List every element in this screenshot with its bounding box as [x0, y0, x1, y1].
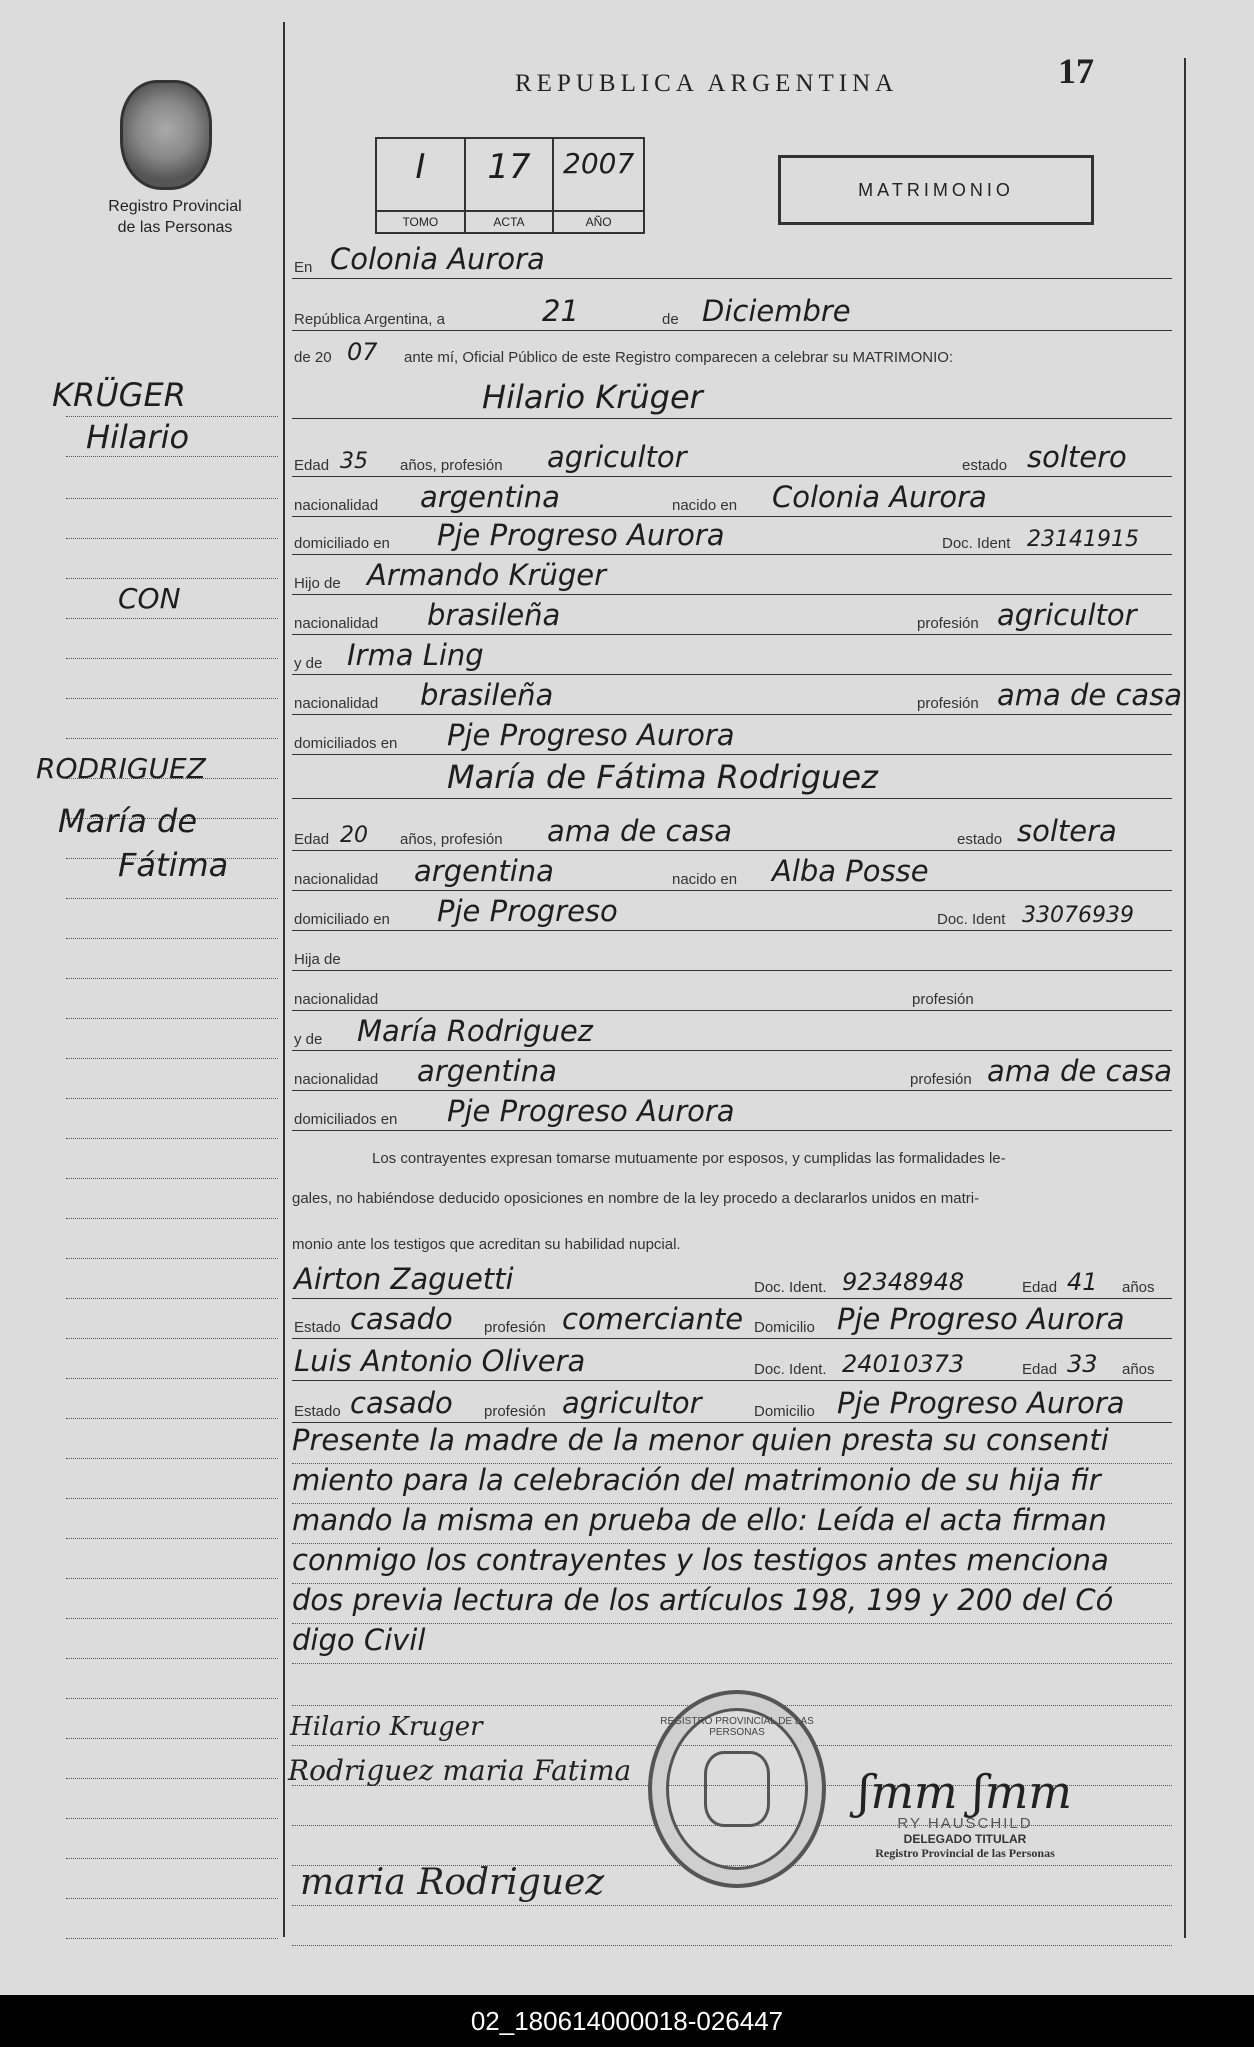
left-margin-rule [283, 22, 285, 1937]
witness-1-doc: 92348948 [842, 1268, 965, 1296]
groom-birthplace: Colonia Aurora [772, 480, 987, 514]
domicilio-label: Domicilio [754, 1319, 815, 1336]
signature-line [292, 1905, 1172, 1946]
official-signature-mark-icon: ʃmm ʃmm [857, 1765, 1073, 1819]
nacido-en-label: nacido en [672, 871, 738, 888]
profesion-label: profesión [917, 615, 979, 632]
mother-signature: maria Rodriguez [300, 1862, 605, 1903]
margin-line [66, 1540, 278, 1579]
witness-2-profession: agricultor [562, 1386, 702, 1420]
bride-mother-nat-line [292, 1052, 1172, 1091]
margin-bride-name-1: María de [58, 802, 198, 840]
bride-profession: ama de casa [547, 814, 733, 848]
groom-parents-address-line [292, 716, 1172, 755]
republica-label: República Argentina, a [294, 311, 445, 328]
groom-marital-status: soltero [1027, 440, 1127, 474]
stamp-emblem-icon [704, 1751, 770, 1827]
margin-line [66, 1700, 278, 1739]
doc-label: Doc. Ident [942, 535, 1011, 552]
margin-line [66, 620, 278, 659]
doc-label: Doc. Ident [937, 911, 1006, 928]
observation-line: digo Civil [292, 1623, 1172, 1664]
acta-cell [466, 139, 555, 232]
tomo-cell [377, 139, 466, 232]
witness-2-doc: 24010373 [842, 1350, 965, 1378]
profesion-label: profesión [484, 1403, 546, 1420]
groom-age: 35 [340, 449, 368, 474]
profesion-label: profesión [484, 1319, 546, 1336]
margin-line [66, 1060, 278, 1099]
bride-age-line [292, 812, 1172, 851]
margin-line [66, 1100, 278, 1139]
groom-father-profession: agricultor [997, 598, 1137, 632]
document-code: 02_180614000018-026447 [0, 1995, 1254, 2047]
groom-age-line [292, 438, 1172, 477]
margin-line [66, 1260, 278, 1299]
record-id-box [375, 137, 645, 234]
anios-label: años [1122, 1361, 1155, 1378]
edad-label: Edad [294, 831, 330, 848]
margin-line [66, 1180, 278, 1219]
witness-2-age: 33 [1067, 1350, 1098, 1378]
right-margin-rule [1184, 58, 1186, 1938]
bride-marital-status: soltera [1017, 814, 1117, 848]
witness-1-profession: comerciante [562, 1302, 744, 1336]
en-label: En [294, 259, 313, 276]
official-signature-block [840, 1765, 1090, 1861]
groom-name-line [292, 380, 1172, 419]
nacionalidad-label: nacionalidad [294, 615, 379, 632]
groom-mother: Irma Ling [347, 638, 484, 672]
edad-label: Edad [1022, 1361, 1058, 1378]
acta-value: 17 [487, 147, 531, 187]
margin-line [66, 500, 278, 539]
margin-line [66, 540, 278, 579]
estado-label: estado [962, 457, 1008, 474]
province-seal-icon [120, 80, 212, 190]
margin-line [66, 460, 278, 499]
margin-line [66, 1900, 278, 1939]
domicilio-label: Domicilio [754, 1403, 815, 1420]
witness-2-line [292, 1342, 1172, 1381]
bride-parents-address-line [292, 1092, 1172, 1131]
groom-father-line [292, 556, 1172, 595]
bride-mother-nationality: argentina [417, 1054, 557, 1088]
intro-text: ante mí, Oficial Público de este Registro comparecen a celebrar su MATRIMONIO: [404, 349, 954, 366]
formal-text-3: monio ante los testigos que acreditan su habilidad nupcial. [292, 1236, 681, 1253]
witness-1-status: casado [350, 1302, 453, 1336]
page-title: REPUBLICA ARGENTINA [515, 70, 899, 97]
margin-line [66, 1820, 278, 1859]
date-line [292, 292, 1172, 331]
groom-doc: 23141915 [1027, 527, 1139, 552]
profesion-label: años, profesión [400, 831, 503, 848]
bride-address-line [292, 892, 1172, 931]
official-stamp [648, 1690, 826, 1888]
registro-label-line1: Registro Provincial [108, 198, 242, 215]
observation-line: dos previa lectura de los artículos 198, 199 y 200 del Có [292, 1583, 1172, 1624]
observation-line: Presente la madre de la menor quien presta su consenti [292, 1423, 1172, 1464]
margin-line [66, 1420, 278, 1459]
margin-con: CON [118, 582, 181, 615]
groom-address: Pje Progreso Aurora [437, 518, 725, 552]
anio-cell [554, 139, 643, 232]
official-name: RY HAUSCHILD [897, 1815, 1033, 1832]
bride-mother-line [292, 1012, 1172, 1051]
groom-nationality: argentina [420, 480, 560, 514]
bride-name-line [292, 760, 1172, 799]
margin-line [66, 1020, 278, 1059]
observation-line: conmigo los contrayentes y los testigos antes menciona [292, 1543, 1172, 1584]
year-value: 07 [347, 338, 378, 366]
record-type-box: MATRIMONIO [778, 155, 1094, 225]
estado-label: estado [957, 831, 1003, 848]
bride-mother: María Rodriguez [357, 1014, 593, 1048]
domiciliado-label: domiciliado en [294, 535, 390, 552]
witness-2-address: Pje Progreso Aurora [837, 1386, 1125, 1420]
doc-label: Doc. Ident. [754, 1361, 827, 1378]
anio-value: 2007 [563, 147, 635, 180]
margin-line [66, 940, 278, 979]
bride-nationality-line [292, 852, 1172, 891]
groom-father: Armando Krüger [367, 558, 607, 592]
margin-line [66, 1460, 278, 1499]
observation-line: mando la misma en prueba de ello: Leída el acta firman [292, 1503, 1172, 1544]
margin-line [66, 980, 278, 1019]
edad-label: Edad [1022, 1279, 1058, 1296]
profesion-label: profesión [917, 695, 979, 712]
stamp-text: REGISTRO PROVINCIAL DE LAS PERSONAS [660, 1716, 814, 1738]
bride-father-line [292, 932, 1172, 971]
bride-age: 20 [340, 823, 368, 848]
margin-line [66, 1780, 278, 1819]
bride-birthplace: Alba Posse [772, 854, 929, 888]
groom-signature: Hilario Kruger [290, 1712, 483, 1742]
profesion-label: profesión [912, 991, 974, 1008]
domiciliados-label: domiciliados en [294, 1111, 398, 1128]
nacido-en-label: nacido en [672, 497, 738, 514]
page-number: 17 [1058, 51, 1094, 91]
bride-doc: 33076939 [1022, 903, 1134, 928]
estado-label: Estado [294, 1319, 341, 1336]
de-label: de [662, 311, 679, 328]
domiciliados-label: domiciliados en [294, 735, 398, 752]
witness-1-line [292, 1260, 1172, 1299]
year-prefix: de 20 [294, 349, 332, 366]
witness-1-age: 41 [1067, 1268, 1098, 1296]
bride-mother-profession: ama de casa [987, 1054, 1173, 1088]
nacionalidad-label: nacionalidad [294, 497, 379, 514]
margin-groom-surname: KRÜGER [52, 376, 186, 414]
doc-label: Doc. Ident. [754, 1279, 827, 1296]
groom-mother-nationality: brasileña [420, 678, 554, 712]
groom-father-nat-line [292, 596, 1172, 635]
margin-line [66, 1300, 278, 1339]
margin-line [66, 900, 278, 939]
place-line [292, 240, 1172, 279]
margin-line [66, 1740, 278, 1779]
margin-line [66, 1620, 278, 1659]
y-de-label: y de [294, 655, 323, 672]
margin-line [66, 1140, 278, 1179]
margin-line [66, 1220, 278, 1259]
witness-2-status: casado [350, 1386, 453, 1420]
groom-parents-address: Pje Progreso Aurora [447, 718, 735, 752]
official-role: DELEGADO TITULAR [903, 1832, 1027, 1846]
margin-line [66, 660, 278, 699]
margin-line [66, 1580, 278, 1619]
margin-bride-surname: RODRIGUEZ [36, 752, 206, 785]
tomo-value: I [415, 147, 426, 187]
registro-label [80, 196, 270, 238]
groom-name: Hilario Krüger [482, 378, 703, 416]
margin-line [66, 1380, 278, 1419]
nacionalidad-label: nacionalidad [294, 695, 379, 712]
groom-address-line [292, 516, 1172, 555]
witness-2-detail-line [292, 1384, 1172, 1423]
hija-de-label: Hija de [294, 951, 341, 968]
hijo-de-label: Hijo de [294, 575, 341, 592]
witness-1-address: Pje Progreso Aurora [837, 1302, 1125, 1336]
month-value: Diciembre [702, 294, 851, 328]
margin-line [66, 1500, 278, 1539]
margin-line [66, 1340, 278, 1379]
margin-line [66, 1660, 278, 1699]
bride-name: María de Fátima Rodriguez [447, 758, 878, 796]
formal-text-2: gales, no habiéndose deducido oposiciones en nombre de la ley procedo a declararlos unidos en matri- [292, 1190, 980, 1207]
witness-2-name: Luis Antonio Olivera [294, 1344, 586, 1378]
margin-bride-name-2: Fátima [118, 846, 229, 884]
bride-parents-address: Pje Progreso Aurora [447, 1094, 735, 1128]
tomo-label: TOMO [377, 210, 464, 232]
profesion-label: años, profesión [400, 457, 503, 474]
estado-label: Estado [294, 1403, 341, 1420]
bride-nationality: argentina [414, 854, 554, 888]
groom-mother-profession: ama de casa [997, 678, 1183, 712]
nacionalidad-label: nacionalidad [294, 991, 379, 1008]
domiciliado-label: domiciliado en [294, 911, 390, 928]
official-registry: Registro Provincial de las Personas [875, 1846, 1055, 1860]
observation-line: miento para la celebración del matrimonio de su hija fir [292, 1463, 1172, 1504]
witness-1-detail-line [292, 1300, 1172, 1339]
day-value: 21 [542, 294, 579, 328]
registro-label-line2: de las Personas [117, 219, 233, 236]
formal-text-1: Los contrayentes expresan tomarse mutuamente por esposos, y cumplidas las formalidades le- [372, 1150, 1006, 1167]
acta-label: ACTA [466, 210, 553, 232]
profesion-label: profesión [910, 1071, 972, 1088]
groom-nationality-line [292, 478, 1172, 517]
year-line [292, 330, 1172, 368]
bride-signature: Rodriguez maria Fatima [288, 1754, 632, 1787]
bride-address: Pje Progreso [437, 894, 618, 928]
place-value: Colonia Aurora [330, 242, 545, 276]
margin-groom-name: Hilario [86, 418, 190, 456]
anio-label: AÑO [554, 210, 643, 232]
nacionalidad-label: nacionalidad [294, 1071, 379, 1088]
margin-line [66, 700, 278, 739]
edad-label: Edad [294, 457, 330, 474]
groom-mother-nat-line [292, 676, 1183, 715]
groom-profession: agricultor [547, 440, 687, 474]
nacionalidad-label: nacionalidad [294, 871, 379, 888]
margin-line [66, 1860, 278, 1899]
bride-father-nat-line [292, 972, 1172, 1011]
y-de-label: y de [294, 1031, 323, 1048]
groom-father-nationality: brasileña [427, 598, 561, 632]
witness-1-name: Airton Zaguetti [294, 1262, 514, 1296]
groom-mother-line [292, 636, 1172, 675]
anios-label: años [1122, 1279, 1155, 1296]
